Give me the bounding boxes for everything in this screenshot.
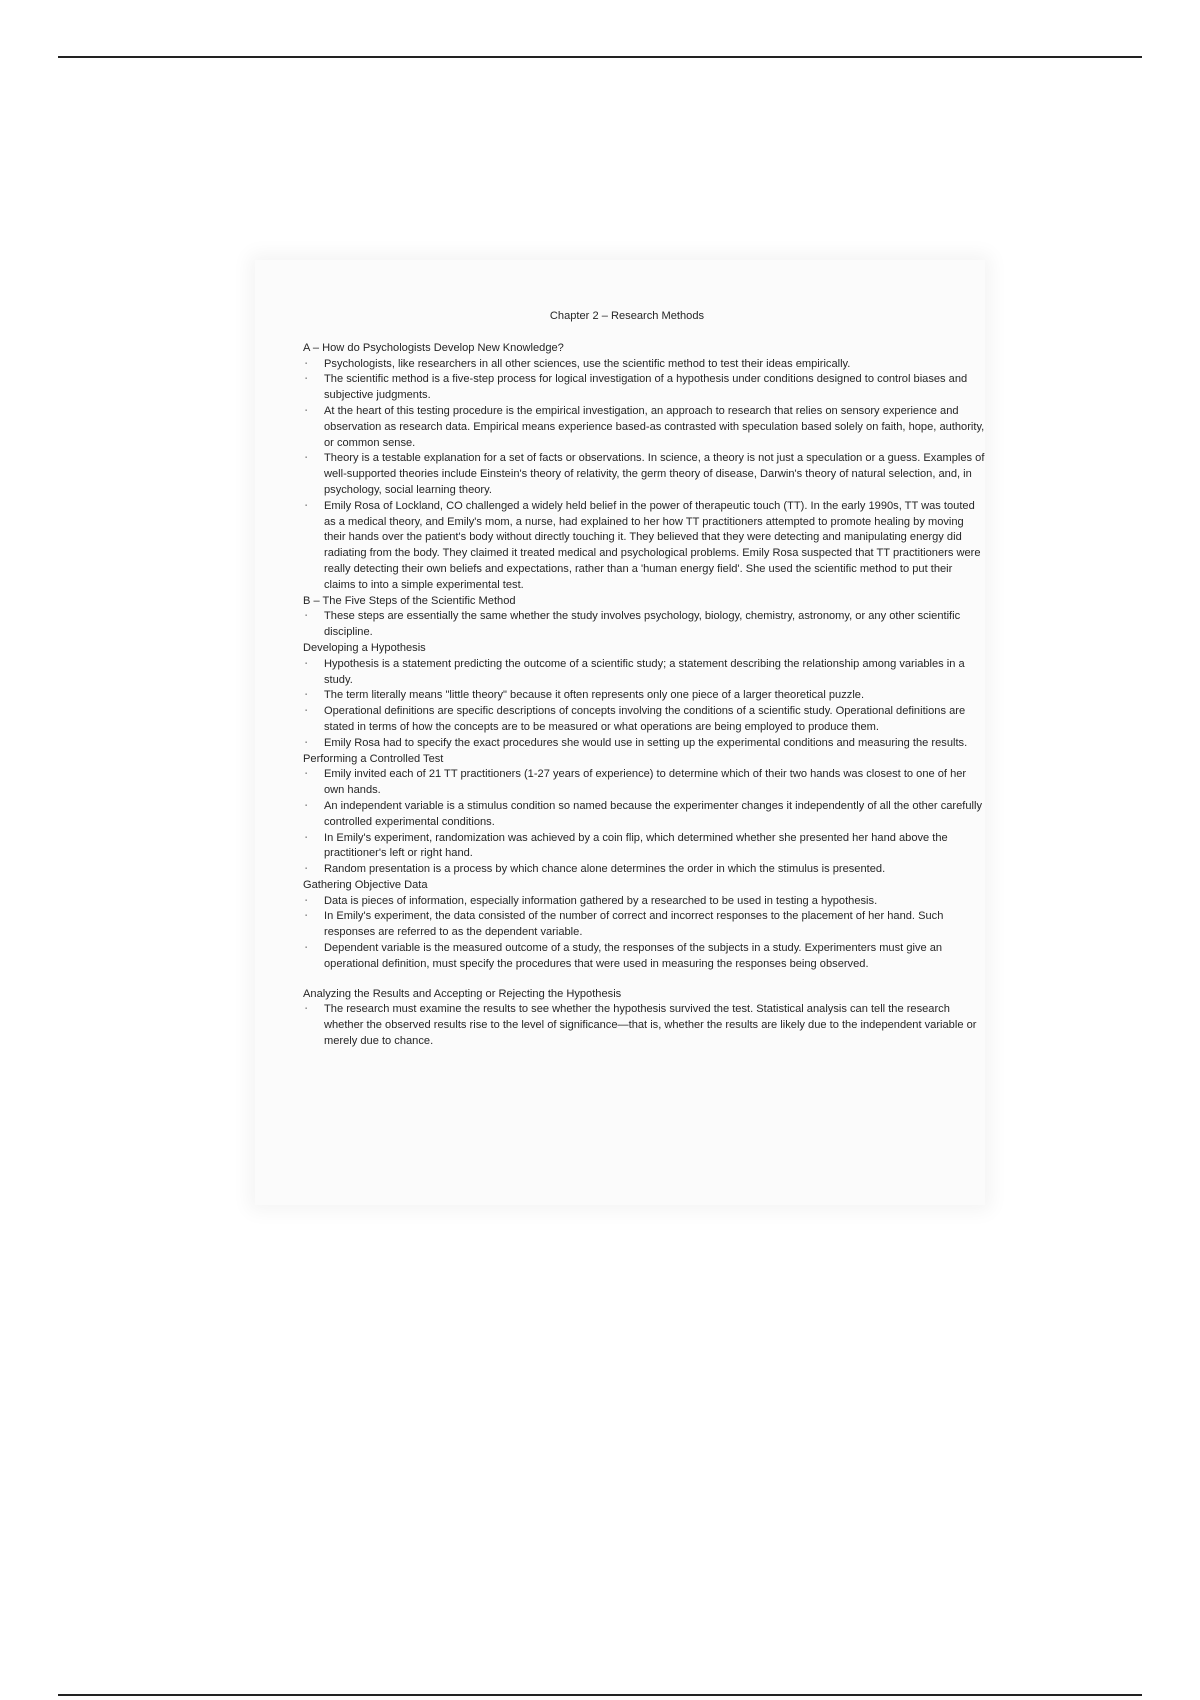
bullet-item: ▪ In Emily's experiment, the data consisted of the number of correct and incorrect responses to the placement of her hand. Such responses are referred to as the dependent variable. — [303, 909, 985, 941]
bullet-list — [303, 657, 985, 752]
section-heading: Gathering Objective Data — [303, 878, 428, 891]
bullet-list — [303, 894, 985, 973]
bullet-item: ▪ Dependent variable is the measured outcome of a study, the responses of the subjects in a study. Experimenters must give an operational definition, must specify the procedures that were used in measuring the responses being observed. — [303, 941, 985, 973]
bullet-item: ▪ Operational definitions are specific descriptions of concepts involving the conditions of a scientific study. Operational definitions are stated in terms of how the concepts are to be measured or what operations are being employed to produce them. — [303, 704, 985, 736]
bullet-item: ▪ The research must examine the results to see whether the hypothesis survived the test. Statistical analysis can tell the research whether the observed results rise to the level of significance—that is, whether the results are likely due to the independent variable or merely due to chance. — [303, 1002, 985, 1049]
bullet-item: ▪ Data is pieces of information, especially information gathered by a researched to be used in testing a hypothesis. — [303, 894, 985, 910]
bullet-item: ▪ Psychologists, like researchers in all other sciences, use the scientific method to test their ideas empirically. — [303, 357, 985, 373]
document-title: Chapter 2 – Research Methods — [549, 310, 705, 322]
bullet-list — [303, 609, 985, 641]
section-heading: Analyzing the Results and Accepting or Rejecting the Hypothesis — [303, 987, 622, 1000]
bullet-list — [303, 357, 985, 594]
bullet-item: ▪ Random presentation is a process by which chance alone determines the order in which the stimulus is presented. — [303, 862, 985, 878]
bullet-item: ▪ Emily Rosa of Lockland, CO challenged a widely held belief in the power of therapeutic touch (TT). In the early 1990s, TT was touted as a medical theory, and Emily's mom, a nurse, had explained to her how TT practitioners attempted to promote healing by moving their hands over the patient's body without directly touching it. They believed that they were detecting and manipulating energy did radiating from the body. They claimed it treated medical and psychological problems. Emily Rosa suspected that TT practitioners were really detecting their own beliefs and expectations, rather than a 'human energy field'. She used the scientific method to put their claims to into a simple experimental test. — [303, 499, 985, 594]
bottom-rule — [58, 1694, 1142, 1696]
bullet-list — [303, 1002, 985, 1049]
top-rule — [58, 56, 1142, 58]
bullet-list — [303, 767, 985, 878]
section-heading: A – How do Psychologists Develop New Knowledge? — [303, 341, 564, 354]
bullet-item: ▪ Hypothesis is a statement predicting the outcome of a scientific study; a statement describing the relationship among variables in a study. — [303, 657, 985, 689]
bullet-item: ▪ These steps are essentially the same whether the study involves psychology, biology, chemistry, astronomy, or any other scientific discipline. — [303, 609, 985, 641]
bullet-item: ▪ Emily invited each of 21 TT practitioners (1-27 years of experience) to determine which of their two hands was closest to one of her own hands. — [303, 767, 985, 799]
bullet-item: ▪ Theory is a testable explanation for a set of facts or observations. In science, a theory is not just a speculation or a guess. Examples of well-supported theories include Einstein's theory of relativity, the germ theory of disease, Darwin's theory of natural selection, and, in psychology, social learning theory. — [303, 451, 985, 498]
bullet-item: ▪ In Emily's experiment, randomization was achieved by a coin flip, which determined whether she presented her hand above the practitioner's left or right hand. — [303, 831, 985, 863]
bullet-item: ▪ An independent variable is a stimulus condition so named because the experimenter changes it independently of all the other carefully controlled experimental conditions. — [303, 799, 985, 831]
section-heading: B – The Five Steps of the Scientific Method — [303, 594, 516, 607]
bullet-item: ▪ At the heart of this testing procedure is the empirical investigation, an approach to research that relies on sensory experience and observation as research data. Empirical means experience based-as contrasted with speculation based solely on faith, hope, authority, or common sense. — [303, 404, 985, 451]
bullet-item: ▪ The scientific method is a five-step process for logical investigation of a hypothesis under conditions designed to control biases and subjective judgments. — [303, 372, 985, 404]
document-body — [303, 309, 985, 1050]
bullet-item: ▪ Emily Rosa had to specify the exact procedures she would use in setting up the experimental conditions and measuring the results. — [303, 736, 985, 752]
section-heading: Developing a Hypothesis — [303, 641, 426, 654]
section-heading: Performing a Controlled Test — [303, 752, 444, 765]
bullet-item: ▪ The term literally means "little theory" because it often represents only one piece of a larger theoretical puzzle. — [303, 688, 985, 704]
